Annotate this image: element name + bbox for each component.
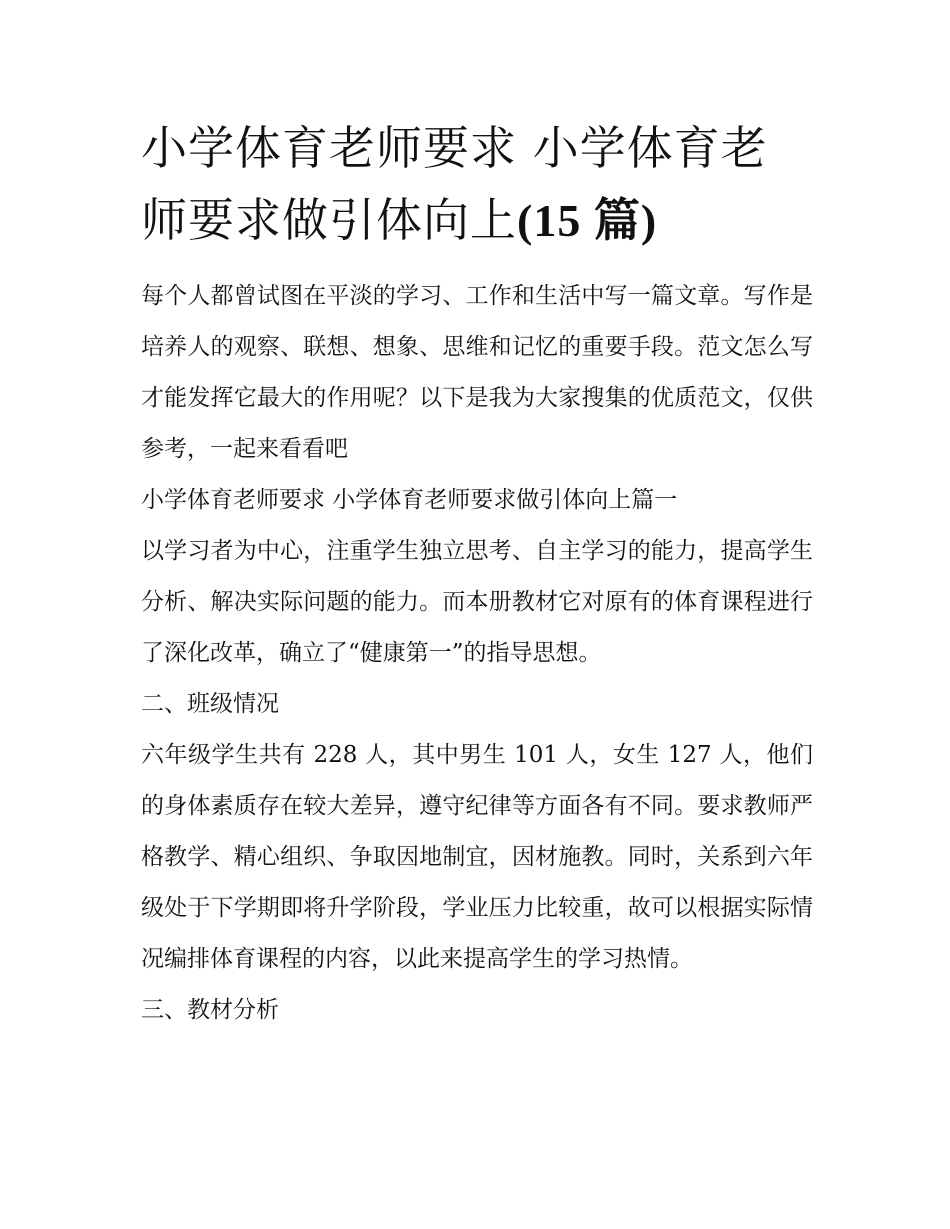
section-title: 小学体育老师要求 小学体育老师要求做引体向上篇一 — [141, 487, 678, 513]
title-text: 小学体育老师要求 小学体育老师要求做引体向上 — [141, 121, 768, 247]
heading-textbook-analysis: 三、教材分析 — [141, 997, 279, 1023]
document-title — [141, 112, 813, 257]
title-count: (15 篇) — [517, 195, 658, 246]
body-paragraph-1: 以学习者为中心，注重学生独立思考、自主学习的能力，提高学生分析、解决实际问题的能力。而本册教材它对原有的体育课程进行了深化改革，确立了“健康第一”的指导思想。 — [141, 538, 813, 666]
body-paragraph-2: 六年级学生共有 228 人，其中男生 101 人，女生 127 人，他们的身体素质存在较大差异，遵守纪律等方面各有不同。要求教师严格教学、精心组织、争取因地制宜，因材施教。同时，关系到六年级处于下学期即将升学阶段，学业压力比较重，故可以根据实际情况编排体育课程的内容，以此来提高学生的学习热情。 — [141, 742, 813, 972]
document-page — [141, 112, 813, 1036]
intro-paragraph: 每个人都曾试图在平淡的学习、工作和生活中写一篇文章。写作是培养人的观察、联想、想象、思维和记忆的重要手段。范文怎么写才能发挥它最大的作用呢？以下是我为大家搜集的优质范文，仅供参考，一起来看看吧 — [141, 283, 813, 462]
heading-class-info: 二、班级情况 — [141, 691, 279, 717]
